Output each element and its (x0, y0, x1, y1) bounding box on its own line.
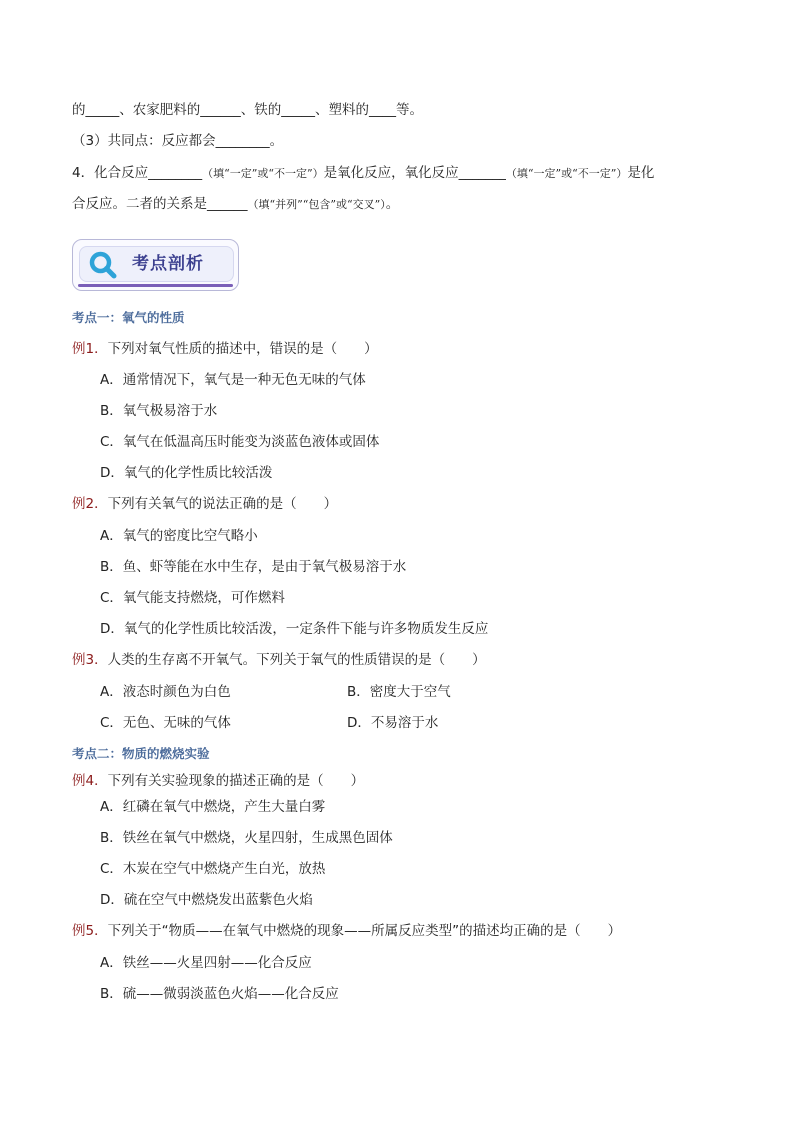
option-a: A．液态时颜色为白色 (100, 684, 231, 700)
search-icon (88, 250, 118, 280)
fill-blank-line-4 (72, 194, 399, 214)
section-title: 考点一：氧气的性质 (72, 310, 185, 325)
text-span: 是化 (627, 165, 655, 181)
example-label: 例1． (72, 341, 108, 357)
fill-blank-line-1 (72, 100, 423, 120)
question-text: 下列有关实验现象的描述正确的是（ ） (107, 773, 365, 789)
text-span: 4．化合反应________ (72, 165, 203, 181)
question-text: 下列对氧气性质的描述中，错误的是（ ） (107, 341, 378, 357)
option-c: C．氧气能支持燃烧，可作燃料 (100, 590, 285, 606)
option-d: D．氧气的化学性质比较活泼，一定条件下能与许多物质发生反应 (100, 621, 489, 637)
example-label: 例3． (72, 652, 108, 668)
option-b: B．硫——微弱淡蓝色火焰——化合反应 (100, 986, 339, 1002)
example-label: 例2． (72, 496, 108, 512)
text-span: （3）共同点：反应都会________。 (72, 133, 284, 149)
text-span: 的_____、农家肥料的______、铁的_____、塑料的____等。 (72, 102, 423, 118)
question-line (72, 494, 337, 514)
option-b: B．氧气极易溶于水 (100, 403, 218, 419)
text-span: 。 (385, 196, 400, 212)
text-span: 合反应。二者的关系是______ (72, 196, 248, 212)
section-title: 考点二：物质的燃烧实验 (72, 746, 210, 761)
option-a: A．铁丝——火星四射——化合反应 (100, 955, 312, 971)
option-b: B．鱼、虾等能在水中生存，是由于氧气极易溶于水 (100, 559, 407, 575)
fill-blank-line-3 (72, 163, 654, 183)
option-a: A．氧气的密度比空气略小 (100, 528, 258, 544)
question-line (72, 339, 378, 359)
question-line (72, 771, 364, 791)
option-b: B．密度大于空气 (347, 684, 451, 700)
option-a: A．通常情况下，氧气是一种无色无味的气体 (100, 372, 366, 388)
question-line (72, 650, 486, 670)
text-span: 是氧化反应，氧化反应_______ (323, 165, 506, 181)
option-d: D．不易溶于水 (347, 715, 439, 731)
fill-blank-line-2 (72, 131, 283, 151)
option-b: B．铁丝在氧气中燃烧，火星四射，生成黑色固体 (100, 830, 393, 846)
option-c: C．氧气在低温高压时能变为淡蓝色液体或固体 (100, 434, 380, 450)
question-line (72, 921, 621, 941)
question-text: 人类的生存离不开氧气。下列关于氧气的性质错误的是（ ） (107, 652, 486, 668)
hint-note: （填“一定”或“不一定”） (505, 167, 628, 180)
option-d: D．硫在空气中燃烧发出蓝紫色火焰 (100, 892, 313, 908)
option-d: D．氧气的化学性质比较活泼 (100, 465, 273, 481)
banner-title: 考点剖析 (132, 254, 204, 274)
question-text: 下列有关氧气的说法正确的是（ ） (107, 496, 338, 512)
question-text: 下列关于“物质——在氧气中燃烧的现象——所属反应类型”的描述均正确的是（ ） (107, 923, 622, 939)
option-c: C．无色、无味的气体 (100, 715, 231, 731)
example-label: 例5． (72, 923, 108, 939)
option-c: C．木炭在空气中燃烧产生白光，放热 (100, 861, 326, 877)
option-a: A．红磷在氧气中燃烧，产生大量白雾 (100, 799, 326, 815)
example-label: 例4． (72, 773, 108, 789)
banner-underline (78, 284, 233, 287)
hint-note: （填“并列”“包含”或“交叉”） (247, 198, 386, 211)
hint-note: （填“一定”或“不一定”） (202, 167, 324, 180)
section-banner (72, 239, 239, 291)
